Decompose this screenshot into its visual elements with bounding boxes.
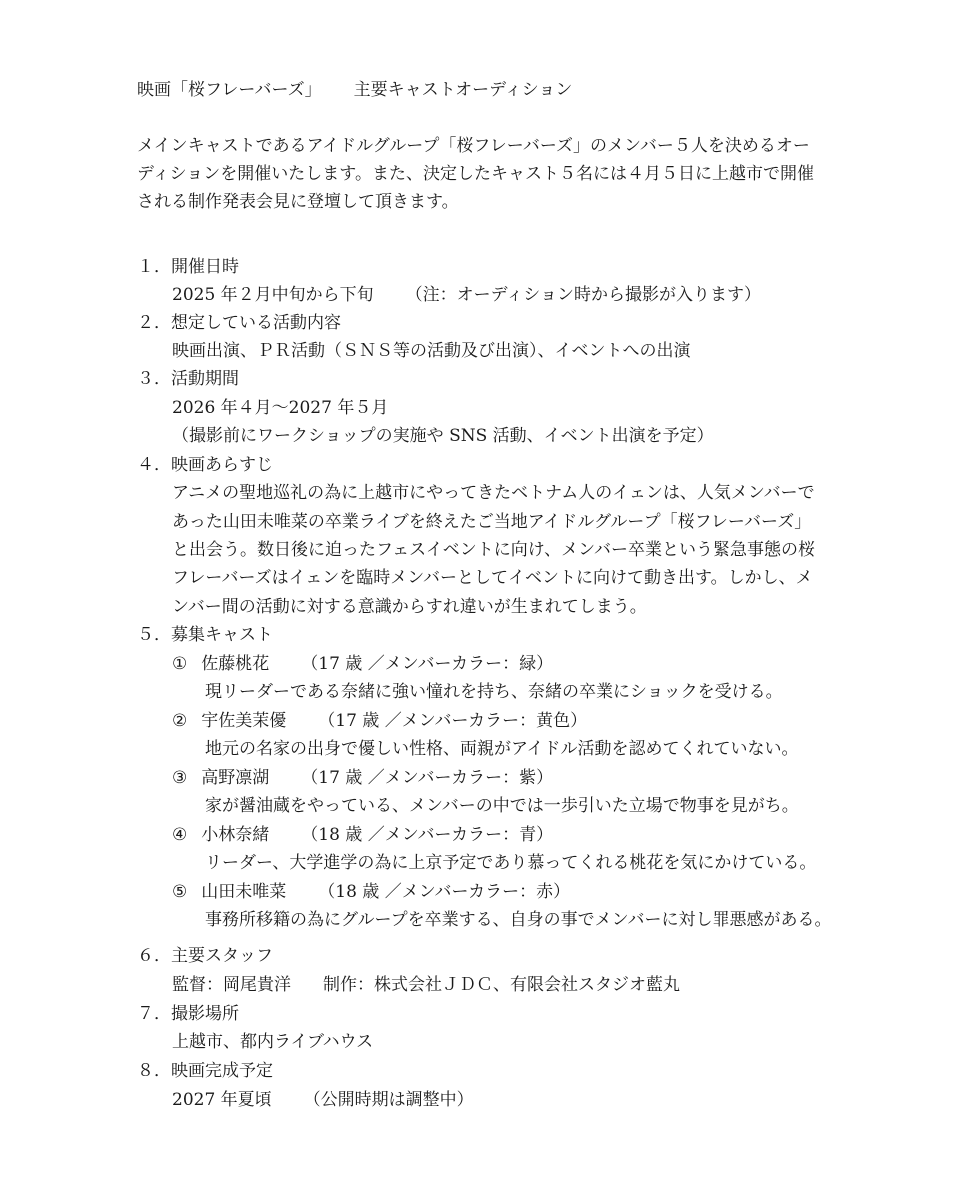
cast-name: 高野凛湖 (201, 768, 270, 788)
cast-name: 山田未唯菜 (201, 882, 287, 902)
cast-number: ⑤ (172, 882, 188, 902)
cast-3-header (172, 767, 553, 789)
section-8-heading: ８．映画完成予定 (137, 1061, 273, 1081)
completion-note: （公開時期は調整中） (303, 1090, 474, 1110)
section-6-content (172, 974, 680, 996)
section-6-heading: ６．主要スタッフ (137, 946, 273, 966)
cast-name: 小林奈緒 (201, 825, 270, 845)
production-company: 制作：株式会社ＪＤＣ、有限会社スタジオ藍丸 (323, 975, 680, 995)
intro-line-3: される制作発表会見に登壇して頂きます。 (137, 192, 459, 212)
synopsis-line-3: と出会う。数日後に迫ったフェスイベントに向け、メンバー卒業という緊急事態の桜 (172, 540, 815, 560)
cast-info: （17 歳 ／メンバーカラー：緑） (301, 654, 554, 674)
cast-4-header (172, 824, 553, 846)
synopsis-line-1: アニメの聖地巡礼の為に上越市にやってきたベトナム人のイェンは、人気メンバーで (172, 483, 815, 503)
section-2-content: 映画出演、ＰＲ活動（ＳＮＳ等の活動及び出演）、イベントへの出演 (172, 341, 691, 361)
director: 監督：岡尾貴洋 (172, 975, 291, 995)
synopsis-line-4: フレーバーズはイェンを臨時メンバーとしてイベントに向けて動き出す。しかし、メ (172, 568, 813, 588)
synopsis-line-2: あった山田未唯菜の卒業ライブを終えたご当地アイドルグループ「桜フレーバーズ」 (172, 512, 812, 532)
section-2-heading: ２．想定している活動内容 (137, 313, 341, 333)
cast-number: ④ (172, 825, 188, 845)
intro-line-2: ディションを開催いたします。また、決定したキャスト５名には４月５日に上越市で開催 (137, 164, 814, 184)
cast-4-description: リーダー、大学進学の為に上京予定であり慕ってくれる桃花を気にかけている。 (205, 853, 817, 873)
section-3-heading: ３．活動期間 (137, 369, 239, 389)
cast-number: ① (172, 654, 188, 674)
intro-line-1: メインキャストであるアイドルグループ「桜フレーバーズ」のメンバー５人を決めるオー (137, 136, 810, 156)
cast-1-header (172, 653, 553, 675)
event-date-note: （注：オーディション時から撮影が入ります） (405, 285, 761, 305)
cast-name: 佐藤桃花 (201, 654, 270, 674)
cast-info: （18 歳 ／メンバーカラー：赤） (318, 882, 571, 902)
film-title: 映画「桜フレーバーズ」 (137, 80, 322, 100)
completion-date: 2027 年夏頃 (172, 1090, 272, 1110)
document-title (137, 79, 572, 101)
section-5-heading: ５．募集キャスト (137, 625, 273, 645)
cast-info: （18 歳 ／メンバーカラー：青） (301, 825, 554, 845)
cast-5-header (172, 881, 570, 903)
section-8-content (172, 1089, 474, 1111)
event-date: 2025 年２月中旬から下旬 (172, 285, 374, 305)
section-1-heading: １．開催日時 (137, 257, 239, 277)
section-4-heading: ４．映画あらすじ (137, 455, 273, 475)
section-7-content: 上越市、都内ライブハウス (172, 1032, 374, 1052)
cast-2-description: 地元の名家の出身で優しい性格、両親がアイドル活動を認めてくれていない。 (205, 739, 799, 759)
cast-number: ③ (172, 768, 188, 788)
activity-period-note: （撮影前にワークショップの実施や SNS 活動、イベント出演を予定） (172, 426, 714, 446)
cast-info: （17 歳 ／メンバーカラー：黄色） (318, 711, 588, 731)
section-7-heading: ７．撮影場所 (137, 1004, 239, 1024)
cast-2-header (172, 710, 587, 732)
cast-info: （17 歳 ／メンバーカラー：紫） (301, 768, 554, 788)
cast-number: ② (172, 711, 188, 731)
cast-1-description: 現リーダーである奈緒に強い憧れを持ち、奈緒の卒業にショックを受ける。 (205, 682, 783, 702)
cast-name: 宇佐美茉優 (201, 711, 287, 731)
section-1-content (172, 284, 761, 306)
cast-5-description: 事務所移籍の為にグループを卒業する、自身の事でメンバーに対し罪悪感がある。 (205, 910, 832, 930)
cast-3-description: 家が醤油蔵をやっている、メンバーの中では一歩引いた立場で物事を見がち。 (205, 796, 799, 816)
activity-period: 2026 年４月～2027 年５月 (172, 398, 389, 418)
audition-subtitle: 主要キャストオーディション (353, 80, 573, 100)
synopsis-line-5: ンバー間の活動に対する意識からすれ違いが生まれてしまう。 (172, 597, 647, 617)
